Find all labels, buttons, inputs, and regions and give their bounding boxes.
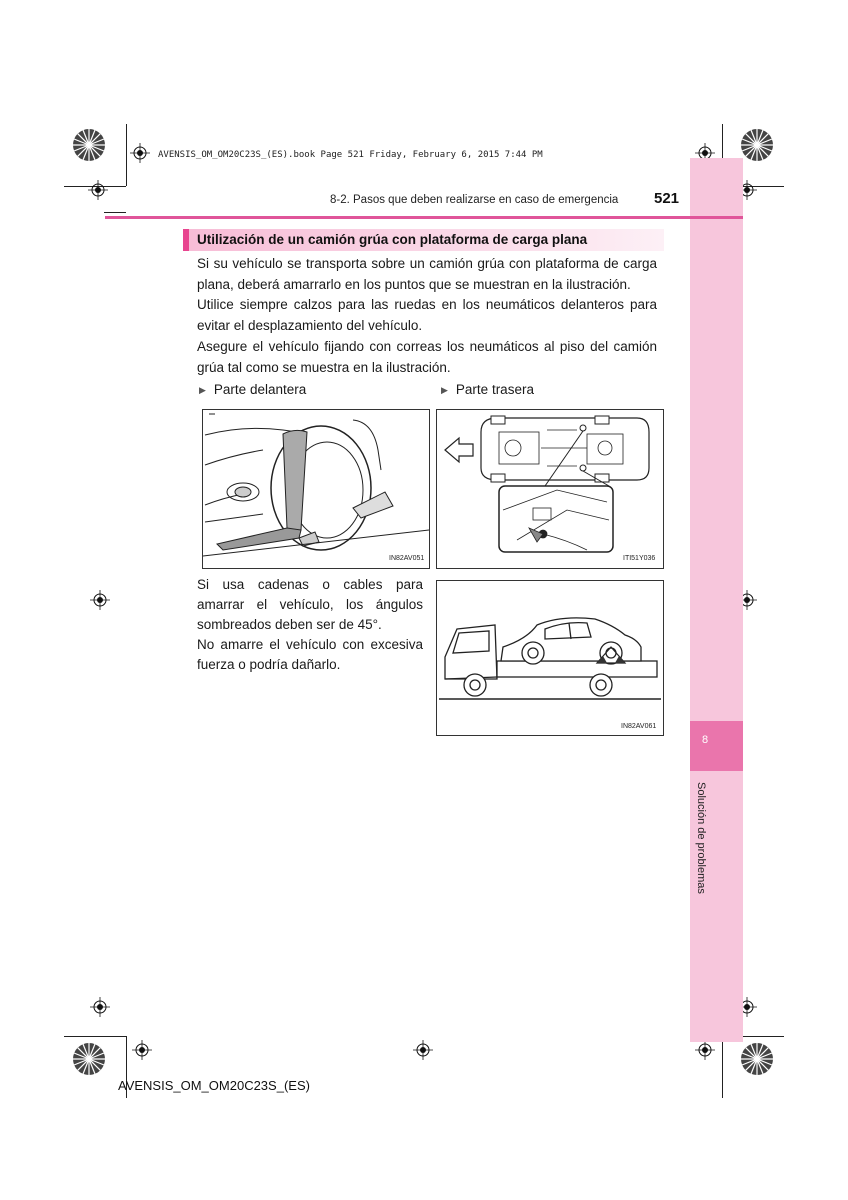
- registration-mark: [130, 143, 150, 163]
- color-target-mark: [72, 1042, 106, 1076]
- rear-underside-illustration: [437, 410, 663, 568]
- paragraph-wheel-chocks: Utilice siempre calzos para las ruedas en los neumáticos delanteros para evitar el desplazamiento del vehículo.: [197, 297, 657, 333]
- chapter-tab: [690, 721, 743, 771]
- book-info-line: AVENSIS_OM_OM20C23S_(ES).book Page 521 Friday, February 6, 2015 7:44 PM: [158, 150, 543, 160]
- figure-code: ITI51Y036: [623, 555, 656, 562]
- footer-book-code: AVENSIS_OM_OM20C23S_(ES): [118, 1078, 310, 1093]
- figure-code: IN82AV061: [621, 723, 657, 730]
- chain-angle-note: Si usa cadenas o cables para amarrar el vehículo, los ángulos sombreados deben ser de 45°.: [197, 577, 423, 632]
- registration-mark: [132, 1040, 152, 1060]
- section-title: Utilización de un camión grúa con plataforma de carga plana: [197, 232, 588, 247]
- color-target-mark: [740, 1042, 774, 1076]
- color-target-mark: [740, 128, 774, 162]
- page-number: 521: [654, 190, 680, 207]
- chapter-side-band: [690, 158, 743, 1042]
- front-label-text: Parte delantera: [213, 382, 307, 397]
- chapter-title: Solución de problemas: [695, 782, 707, 894]
- triangle-bullet-icon: ▶: [441, 385, 448, 395]
- paragraph-transport: Si su vehículo se transporta sobre un camión grúa con plataforma de carga plana, deberá amarrarlo en los puntos que se muestran en la ilustración.: [197, 256, 657, 292]
- triangle-bullet-icon: ▶: [199, 385, 206, 395]
- rear-label: [441, 382, 534, 397]
- rear-label-text: Parte trasera: [455, 382, 534, 397]
- section-title-accent: [183, 229, 189, 251]
- tow-truck-illustration: [437, 581, 663, 735]
- figure-tow-truck: [436, 580, 664, 736]
- force-warning-note: No amarre el vehículo con excesiva fuerza o podría dañarlo.: [197, 637, 423, 672]
- registration-mark: [90, 590, 110, 610]
- chapter-number: 8: [702, 734, 709, 746]
- header-rule: [105, 216, 743, 219]
- front-label: [199, 382, 306, 397]
- registration-mark: [695, 1040, 715, 1060]
- running-header: 8-2. Pasos que deben realizarse en caso de emergencia: [330, 194, 619, 206]
- figure-rear-underside: [436, 409, 664, 569]
- paragraph-straps: Asegure el vehículo fijando con correas los neumáticos al piso del camión grúa tal como se muestra en la ilustración.: [197, 339, 657, 375]
- registration-mark: [90, 997, 110, 1017]
- figure-front-wheel: [202, 409, 430, 569]
- front-wheel-strap-illustration: [203, 410, 429, 568]
- registration-mark: [88, 180, 108, 200]
- color-target-mark: [72, 128, 106, 162]
- registration-mark: [413, 1040, 433, 1060]
- figure-code: IN82AV051: [389, 555, 425, 562]
